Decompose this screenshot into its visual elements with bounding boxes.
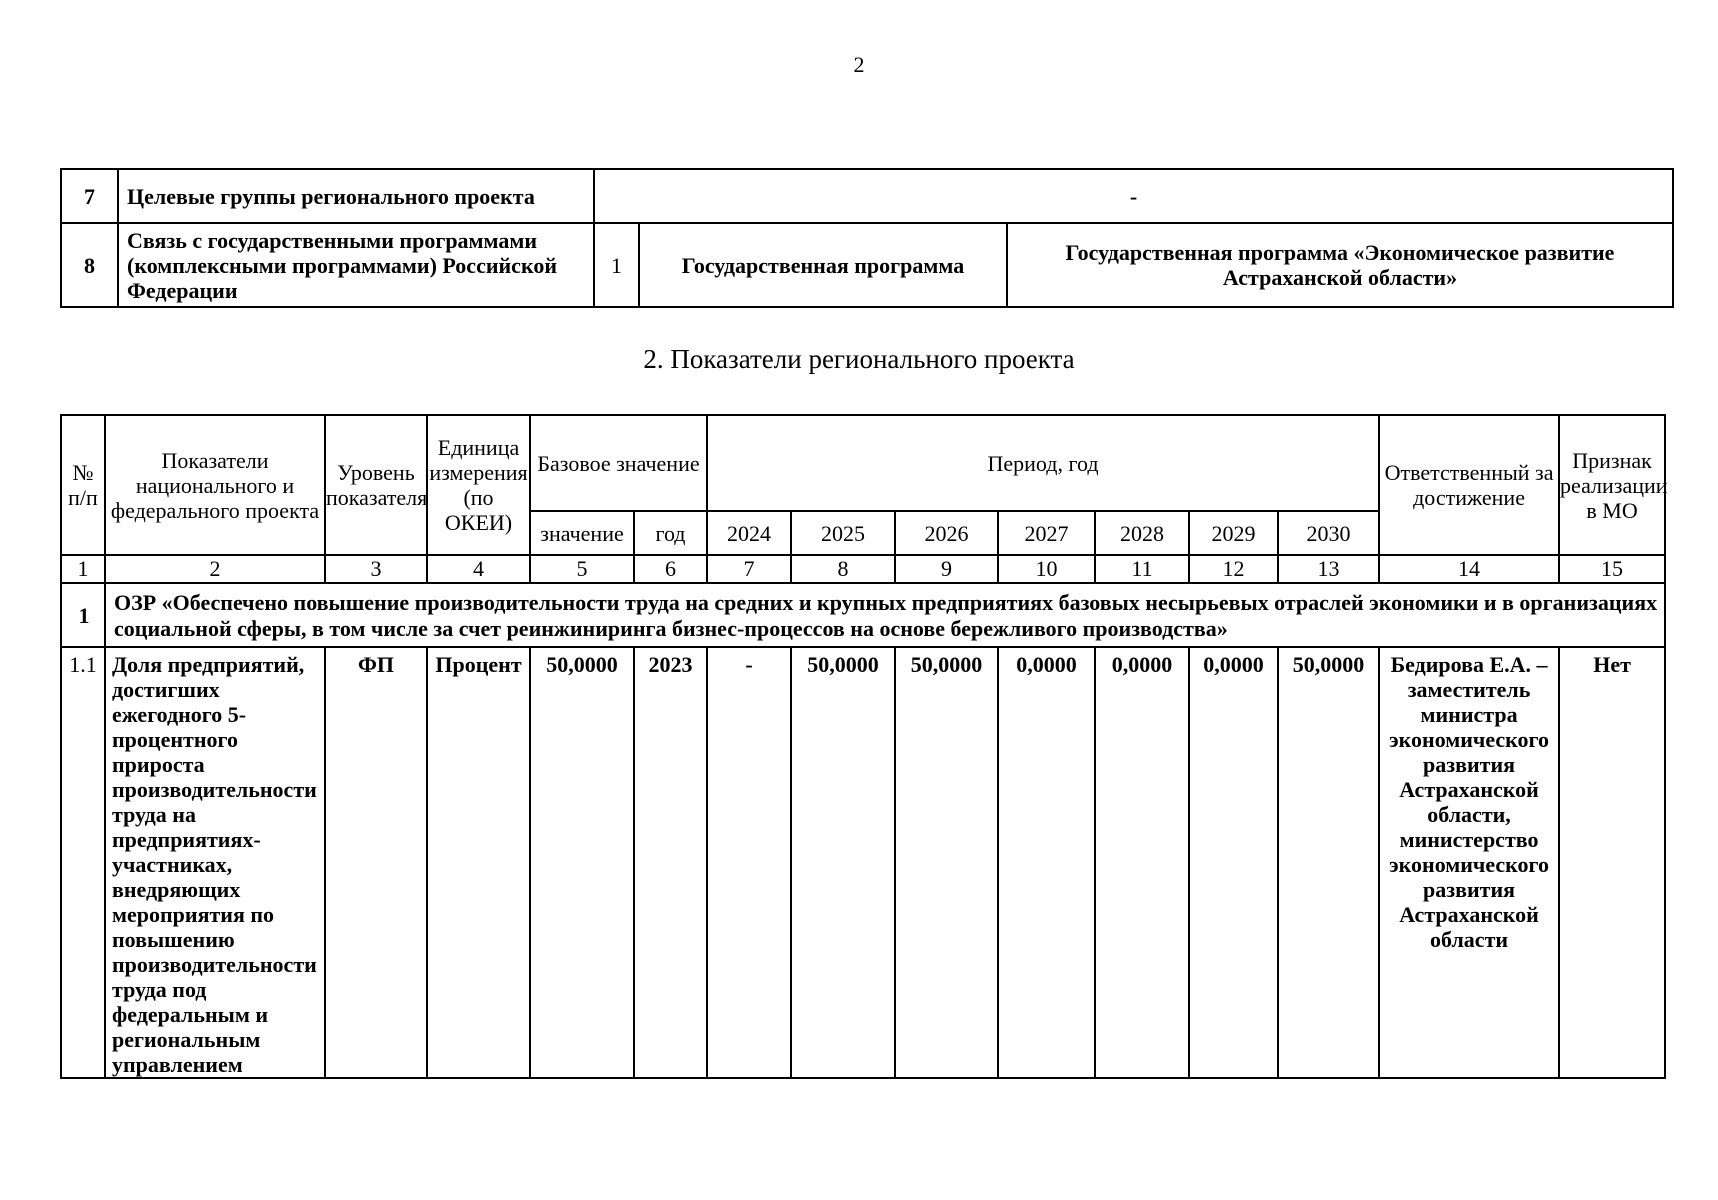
column-number: 9 [895,555,998,583]
header-year: 2030 [1278,511,1379,555]
column-number: 1 [61,555,105,583]
year-value: 50,0000 [1278,647,1379,1078]
header-year: 2024 [707,511,791,555]
year-value: 50,0000 [895,647,998,1078]
column-number: 3 [325,555,427,583]
goal-number: 1 [61,583,105,647]
column-number: 11 [1095,555,1189,583]
goal-row [61,583,1665,647]
column-number: 12 [1189,555,1278,583]
goal-text: ОЗР «Обеспечено повышение производительности труда на средних и крупных предприятиях базовых несырьевых отраслей экономики и в организациях социальной сферы, в том числе за счет реинжиниринга бизнес-процессов на основе бережливого производства» [105,583,1665,647]
header-year: 2028 [1095,511,1189,555]
year-value: 0,0000 [1095,647,1189,1078]
column-number: 13 [1278,555,1379,583]
base-value: 50,0000 [530,647,634,1078]
column-number: 15 [1559,555,1665,583]
program-name: Государственная программа «Экономическое развитие Астраханской области» [1007,223,1673,307]
column-number-row [61,555,1665,583]
info-row-state-programs [61,223,1673,307]
row-value: - [594,169,1673,223]
indicator-level: ФП [325,647,427,1078]
header-indicator: Показатели национального и федерального проекта [105,415,325,555]
header-base: Базовое значение [530,415,707,511]
header-responsible: Ответственный за достижение [1379,415,1559,555]
column-number: 5 [530,555,634,583]
project-info-table [60,168,1674,308]
row-number: 7 [61,169,118,223]
mo-sign: Нет [1559,647,1665,1078]
header-base-value: значение [530,511,634,555]
program-type: Государственная программа [639,223,1007,307]
table-row [61,647,1665,1078]
year-value: - [707,647,791,1078]
indicator-unit: Процент [427,647,530,1078]
column-number: 6 [634,555,707,583]
header-year: 2025 [791,511,895,555]
year-value: 50,0000 [791,647,895,1078]
section-title: 2. Показатели регионального проекта [643,344,1075,374]
info-row-target-groups [61,169,1673,223]
responsible-person: Бедирова Е.А. – заместитель министра экономического развития Астраханской области, министерство экономического развития Астраханской области [1379,647,1559,1078]
year-value: 0,0000 [998,647,1095,1078]
indicator-name: Доля предприятий, достигших ежегодного 5-процентного прироста производительности труда на предприятиях-участниках, внедряющих мероприятия по повышению производительности труда под федеральным и региональным управлением [105,647,325,1078]
column-number: 2 [105,555,325,583]
header-year: 2029 [1189,511,1278,555]
header-mo-sign: Признак реализации в МО [1559,415,1665,555]
column-number: 4 [427,555,530,583]
header-num: № п/п [61,415,105,555]
year-value: 0,0000 [1189,647,1278,1078]
column-number: 10 [998,555,1095,583]
program-sub-number: 1 [594,223,639,307]
row-label: Целевые группы регионального проекта [118,169,594,223]
column-number: 14 [1379,555,1559,583]
page-number: 2 [853,52,865,77]
header-base-year: год [634,511,707,555]
row-label: Связь с государственными программами (комплексными программами) Российской Федерации [118,223,594,307]
column-number: 8 [791,555,895,583]
column-number: 7 [707,555,791,583]
header-unit: Единица измерения (по ОКЕИ) [427,415,530,555]
header-year: 2026 [895,511,998,555]
header-year: 2027 [998,511,1095,555]
header-row [61,415,1665,511]
header-level: Уровень показателя [325,415,427,555]
row-number: 8 [61,223,118,307]
indicators-table [60,414,1666,1079]
header-period: Период, год [707,415,1379,511]
row-number: 1.1 [61,647,105,1078]
base-year: 2023 [634,647,707,1078]
